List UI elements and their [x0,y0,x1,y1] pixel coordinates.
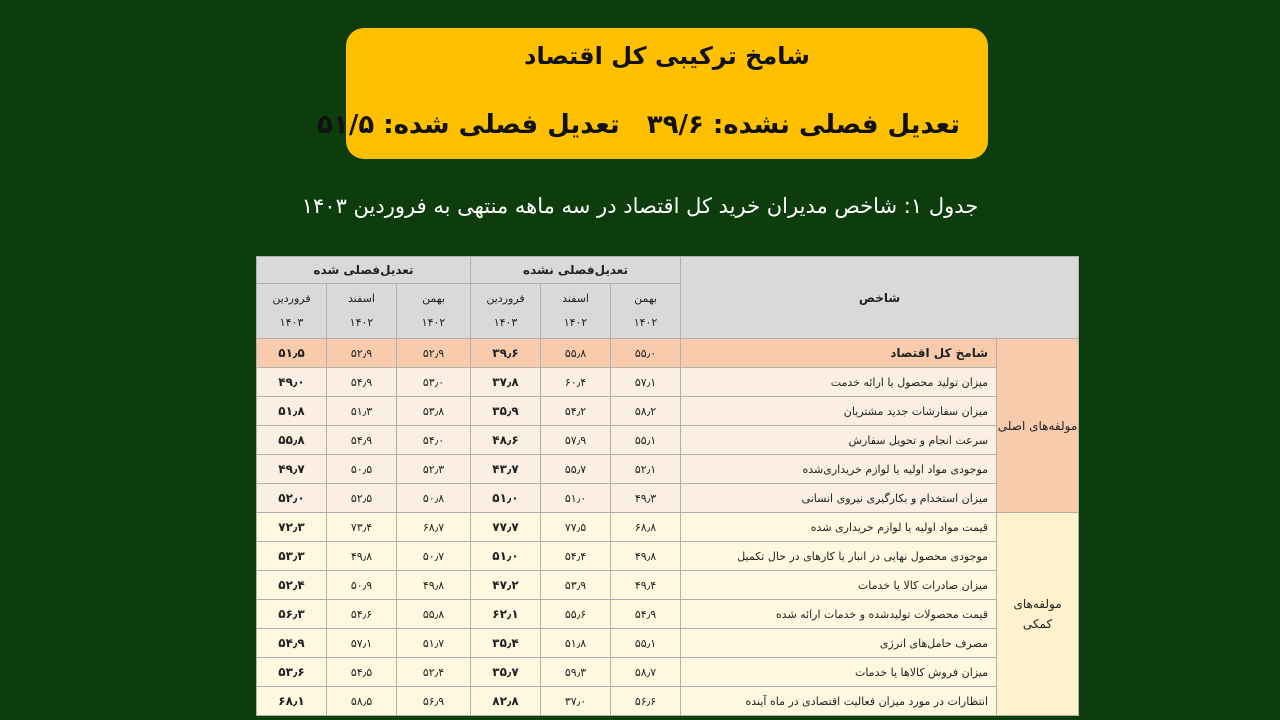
value-cell: ۵۵٫۶ [541,600,611,629]
value-cell: ۵۵٫۸ [257,426,327,455]
value-cell: ۵۶٫۹ [397,687,471,716]
value-cell: ۶۲٫۱ [471,600,541,629]
value-cell: ۵۴٫۹ [611,600,681,629]
value-cell: ۵۰٫۹ [327,571,397,600]
value-cell: ۵۳٫۶ [257,658,327,687]
value-cell: ۴۳٫۷ [471,455,541,484]
value-cell: ۵۴٫۹ [327,426,397,455]
value-cell: ۵۱٫۵ [257,339,327,368]
row-label: میزان استخدام و بکارگیری نیروی انسانی [681,484,997,513]
table-row [257,426,1079,455]
value-cell: ۳۵٫۷ [471,658,541,687]
value-cell: ۶۰٫۴ [541,368,611,397]
value-cell: ۴۸٫۶ [471,426,541,455]
group-header-non-adjusted: تعدیل‌فصلی نشده [471,257,681,284]
row-label: شامخ کل اقتصاد [681,339,997,368]
value-cell: ۷۷٫۷ [471,513,541,542]
value-cell: ۵۲٫۹ [397,339,471,368]
value-cell: ۳۷٫۸ [471,368,541,397]
value-cell: ۵۵٫۱ [611,629,681,658]
value-cell: ۵۴٫۶ [327,600,397,629]
value-cell: ۵۱٫۸ [257,397,327,426]
month-name: اسفند [562,292,589,305]
value-cell: ۴۹٫۸ [397,571,471,600]
group-header-adjusted: تعدیل‌فصلی شده [257,257,471,284]
value-cell: ۳۷٫۰ [541,687,611,716]
value-cell: ۴۹٫۳ [611,484,681,513]
table-row [257,339,1079,368]
table-row [257,542,1079,571]
table-row [257,484,1079,513]
value-cell: ۴۹٫۴ [611,571,681,600]
value-cell: ۵۴٫۹ [257,629,327,658]
value-cell: ۴۹٫۷ [257,455,327,484]
month-year: ۱۴۰۲ [421,316,446,329]
month-name: اسفند [348,292,375,305]
value-cell: ۵۵٫۱ [611,426,681,455]
month-name: فروردین [272,292,311,305]
group-label-main: مولفه‌های اصلی [997,339,1079,513]
value-cell: ۵۲٫۱ [611,455,681,484]
value-cell: ۵۰٫۵ [327,455,397,484]
value-cell: ۵۱٫۰ [471,484,541,513]
value-cell: ۷۷٫۵ [541,513,611,542]
month-name: فروردین [486,292,525,305]
month-year: ۱۴۰۳ [493,316,518,329]
row-label: موجودی محصول نهایی در انبار یا کارهای در حال تکمیل [681,542,997,571]
month-header [611,284,681,339]
value-cell: ۵۷٫۱ [611,368,681,397]
value-cell: ۳۵٫۹ [471,397,541,426]
index-header: شاخص [681,257,1079,339]
table-row [257,658,1079,687]
value-cell: ۵۱٫۸ [541,629,611,658]
value-cell: ۵۵٫۸ [397,600,471,629]
row-label: سرعت انجام و تحویل سفارش [681,426,997,455]
group-label-aux: مولفه‌های کمکی [997,513,1079,716]
value-cell: ۵۴٫۴ [541,542,611,571]
value-cell: ۶۸٫۱ [257,687,327,716]
value-cell: ۵۴٫۲ [541,397,611,426]
month-year: ۱۴۰۳ [279,316,304,329]
value-cell: ۵۲٫۵ [327,484,397,513]
value-cell: ۵۳٫۳ [257,542,327,571]
value-cell: ۵۳٫۰ [397,368,471,397]
value-cell: ۴۹٫۸ [327,542,397,571]
value-cell: ۵۴٫۰ [397,426,471,455]
value-cell: ۵۱٫۳ [327,397,397,426]
month-header [397,284,471,339]
value-cell: ۵۸٫۲ [611,397,681,426]
month-header [471,284,541,339]
value-cell: ۵۵٫۷ [541,455,611,484]
table-row [257,397,1079,426]
banner-title: شامخ ترکیبی کل اقتصاد [524,42,810,70]
value-cell: ۵۷٫۱ [327,629,397,658]
value-cell: ۵۲٫۰ [257,484,327,513]
value-cell: ۵۳٫۹ [541,571,611,600]
value-cell: ۵۴٫۵ [327,658,397,687]
value-cell: ۵۱٫۷ [397,629,471,658]
row-label: میزان صادرات کالا یا خدمات [681,571,997,600]
value-cell: ۵۲٫۴ [257,571,327,600]
non-adjusted-value: تعدیل فصلی نشده: ۳۹/۶ [646,110,960,140]
value-cell: ۵۱٫۰ [471,542,541,571]
value-cell: ۴۹٫۸ [611,542,681,571]
value-cell: ۳۹٫۶ [471,339,541,368]
value-cell: ۵۲٫۴ [397,658,471,687]
month-year: ۱۴۰۲ [563,316,588,329]
table-row [257,600,1079,629]
value-cell: ۵۸٫۷ [611,658,681,687]
row-label: میزان تولید محصول یا ارائه خدمت [681,368,997,397]
value-cell: ۵۲٫۳ [397,455,471,484]
value-cell: ۴۹٫۰ [257,368,327,397]
value-cell: ۵۸٫۵ [327,687,397,716]
pmi-table-container [256,256,1078,708]
month-year: ۱۴۰۲ [349,316,374,329]
value-cell: ۴۷٫۲ [471,571,541,600]
value-cell: ۵۰٫۷ [397,542,471,571]
value-cell: ۸۲٫۸ [471,687,541,716]
row-label: مصرف حامل‌های انرژی [681,629,997,658]
month-name: بهمن [422,292,445,305]
table-row [257,571,1079,600]
value-cell: ۵۶٫۳ [257,600,327,629]
value-cell: ۵۵٫۸ [541,339,611,368]
row-label: میزان فروش کالاها یا خدمات [681,658,997,687]
value-cell: ۶۸٫۷ [397,513,471,542]
table-caption: جدول ۱: شاخص مدیران خرید کل اقتصاد در سه ماهه منتهی به فروردین ۱۴۰۳ [301,194,979,218]
value-cell: ۵۳٫۸ [397,397,471,426]
month-header [541,284,611,339]
value-cell: ۵۶٫۶ [611,687,681,716]
value-cell: ۶۸٫۸ [611,513,681,542]
month-header [257,284,327,339]
value-cell: ۵۵٫۰ [611,339,681,368]
value-cell: ۵۷٫۹ [541,426,611,455]
row-label: قیمت محصولات تولیدشده و خدمات ارائه شده [681,600,997,629]
value-cell: ۵۲٫۹ [327,339,397,368]
value-cell: ۵۱٫۰ [541,484,611,513]
month-header [327,284,397,339]
row-label: موجودی مواد اولیه یا لوازم خریداری‌شده [681,455,997,484]
pmi-table [256,256,1079,716]
row-label: قیمت مواد اولیه یا لوازم خریداری شده [681,513,997,542]
month-year: ۱۴۰۲ [633,316,658,329]
table-row [257,687,1079,716]
table-row [257,513,1079,542]
headline-banner [317,28,988,159]
table-row [257,455,1079,484]
row-label: انتظارات در مورد میزان فعالیت اقتصادی در ماه آینده [681,687,997,716]
table-row [257,629,1079,658]
banner-stats [299,110,960,140]
value-cell: ۷۲٫۳ [257,513,327,542]
value-cell: ۷۳٫۴ [327,513,397,542]
value-cell: ۵۴٫۹ [327,368,397,397]
value-cell: ۵۹٫۳ [541,658,611,687]
month-name: بهمن [634,292,657,305]
row-label: میزان سفارشات جدید مشتریان [681,397,997,426]
value-cell: ۵۰٫۸ [397,484,471,513]
adjusted-value: تعدیل فصلی شده: ۵۱/۵ [317,110,620,140]
value-cell: ۳۵٫۴ [471,629,541,658]
table-row [257,368,1079,397]
